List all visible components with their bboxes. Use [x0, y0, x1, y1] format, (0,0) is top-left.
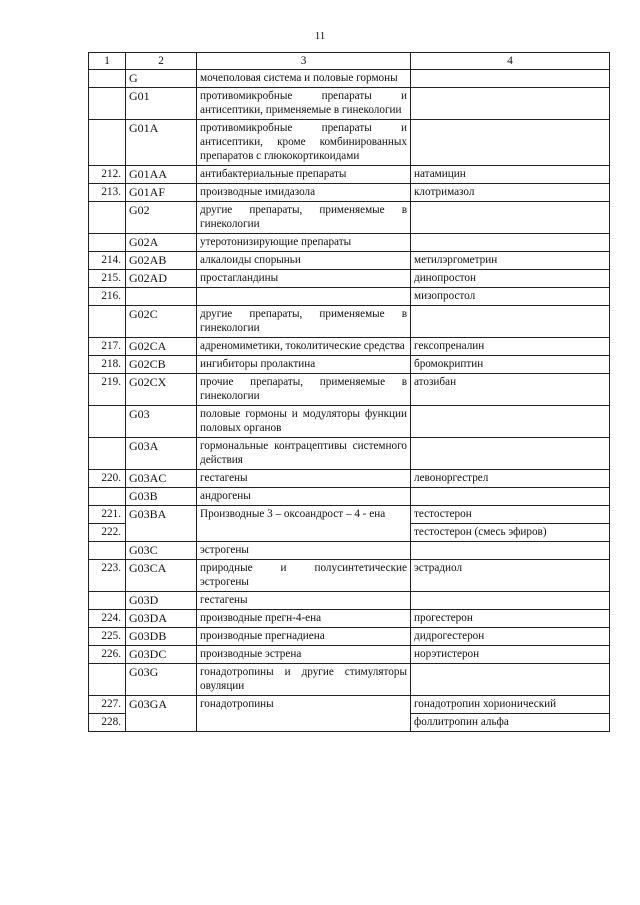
- drug-name: [411, 542, 610, 560]
- row-number: [89, 70, 126, 88]
- table-row: [89, 288, 610, 306]
- table-row: [89, 306, 610, 338]
- page-number: 11: [314, 30, 326, 42]
- group-description: производные эстрена: [197, 646, 411, 664]
- atc-code: G03B: [126, 488, 197, 506]
- group-description: адреномиметики, токолитические средства: [197, 338, 411, 356]
- table-row: [89, 166, 610, 184]
- table-row: [89, 560, 610, 592]
- table-row: [89, 592, 610, 610]
- row-number: 219.: [89, 374, 126, 406]
- atc-code: G03DA: [126, 610, 197, 628]
- group-description: половые гормоны и модуляторы функции половых органов: [197, 406, 411, 438]
- table-row: [89, 234, 610, 252]
- drug-name: [411, 88, 610, 120]
- drug-name: метилэргометрин: [411, 252, 610, 270]
- atc-code: G02CB: [126, 356, 197, 374]
- row-number: 221.: [89, 506, 126, 524]
- row-number: 227.: [89, 696, 126, 714]
- drug-name: [411, 202, 610, 234]
- drug-name: эстрадиол: [411, 560, 610, 592]
- drug-name: [411, 488, 610, 506]
- row-number: [89, 542, 126, 560]
- row-number: 225.: [89, 628, 126, 646]
- group-description: антибактериальные препараты: [197, 166, 411, 184]
- drug-name: норэтистерон: [411, 646, 610, 664]
- drug-name: динопростон: [411, 270, 610, 288]
- drug-name: гонадотропин хорионический: [411, 696, 610, 714]
- table-body-merged-group: [89, 506, 610, 542]
- row-number: [89, 202, 126, 234]
- table-body-final-group: [89, 696, 610, 732]
- drug-name: левоноргестрел: [411, 470, 610, 488]
- atc-code: G: [126, 70, 197, 88]
- atc-code: G03BA: [126, 506, 197, 542]
- group-description: мочеполовая система и половые гормоны: [197, 70, 411, 88]
- row-number: 217.: [89, 338, 126, 356]
- row-number: [89, 234, 126, 252]
- group-description: производные имидазола: [197, 184, 411, 202]
- table-row: [89, 664, 610, 696]
- table-row: [89, 470, 610, 488]
- table-row: [89, 356, 610, 374]
- group-description: Производные 3 – оксоандрост – 4 - ена: [197, 506, 411, 542]
- row-number: [89, 664, 126, 696]
- group-description: гормональные контрацептивы системного действия: [197, 438, 411, 470]
- table-row: [89, 338, 610, 356]
- table-row: [89, 628, 610, 646]
- drug-name: тестостерон (смесь эфиров): [411, 524, 610, 542]
- table-row: [89, 646, 610, 664]
- row-number: [89, 306, 126, 338]
- row-number: 215.: [89, 270, 126, 288]
- row-number: 212.: [89, 166, 126, 184]
- row-number: 223.: [89, 560, 126, 592]
- table-row: [89, 70, 610, 88]
- drug-name: гексопреналин: [411, 338, 610, 356]
- atc-code: G03DB: [126, 628, 197, 646]
- atc-code: G02CX: [126, 374, 197, 406]
- atc-code: G03A: [126, 438, 197, 470]
- atc-code: G03DC: [126, 646, 197, 664]
- table-row: [89, 438, 610, 470]
- group-description: другие препараты, применяемые в гинекологии: [197, 202, 411, 234]
- group-description: гестагены: [197, 592, 411, 610]
- atc-classification-table: [88, 52, 610, 732]
- row-number: 214.: [89, 252, 126, 270]
- atc-code: G02AB: [126, 252, 197, 270]
- drug-name: бромокриптин: [411, 356, 610, 374]
- atc-code: G02A: [126, 234, 197, 252]
- group-description: [197, 288, 411, 306]
- group-description: другие препараты, применяемые в гинекологии: [197, 306, 411, 338]
- atc-code: G03D: [126, 592, 197, 610]
- drug-name: мизопростол: [411, 288, 610, 306]
- drug-name: натамицин: [411, 166, 610, 184]
- group-description: простагландины: [197, 270, 411, 288]
- row-number: [89, 592, 126, 610]
- atc-code: G01A: [126, 120, 197, 166]
- group-description: утеротонизирующие препараты: [197, 234, 411, 252]
- atc-code: G02: [126, 202, 197, 234]
- drug-name: клотримазол: [411, 184, 610, 202]
- group-description: противомикробные препараты и антисептики, применяемые в гинекологии: [197, 88, 411, 120]
- table-header-row: [89, 53, 610, 70]
- drug-name: [411, 120, 610, 166]
- table-row: [89, 184, 610, 202]
- row-number: 218.: [89, 356, 126, 374]
- group-description: андрогены: [197, 488, 411, 506]
- group-description: прочие препараты, применяемые в гинекологии: [197, 374, 411, 406]
- table-row: [89, 610, 610, 628]
- table-row: [89, 120, 610, 166]
- row-number: 220.: [89, 470, 126, 488]
- atc-code: G03G: [126, 664, 197, 696]
- row-number: 224.: [89, 610, 126, 628]
- row-number: 222.: [89, 524, 126, 542]
- table-row: [89, 542, 610, 560]
- table-row: [89, 88, 610, 120]
- row-number: [89, 88, 126, 120]
- row-number: 226.: [89, 646, 126, 664]
- row-number: [89, 120, 126, 166]
- drug-name: фоллитропин альфа: [411, 714, 610, 732]
- group-description: ингибиторы пролактина: [197, 356, 411, 374]
- group-description: гонадотропины и другие стимуляторы овуляции: [197, 664, 411, 696]
- drug-name: [411, 592, 610, 610]
- drug-name: атозибан: [411, 374, 610, 406]
- atc-code: G01: [126, 88, 197, 120]
- atc-code: G01AF: [126, 184, 197, 202]
- table-row: [89, 506, 610, 524]
- table-row: [89, 696, 610, 714]
- atc-code: G01AA: [126, 166, 197, 184]
- atc-code: G03: [126, 406, 197, 438]
- drug-name: прогестерон: [411, 610, 610, 628]
- atc-code: G03GA: [126, 696, 197, 732]
- group-description: гестагены: [197, 470, 411, 488]
- atc-code: [126, 288, 197, 306]
- atc-code: G02C: [126, 306, 197, 338]
- group-description: гонадотропины: [197, 696, 411, 732]
- drug-name: [411, 70, 610, 88]
- table-row: [89, 488, 610, 506]
- header-col-2: 2: [126, 53, 197, 70]
- drug-name: [411, 406, 610, 438]
- group-description: производные прегн-4-ена: [197, 610, 411, 628]
- group-description: производные прегнадиена: [197, 628, 411, 646]
- table-row: [89, 406, 610, 438]
- atc-code: G03AC: [126, 470, 197, 488]
- header-col-1: 1: [89, 53, 126, 70]
- row-number: [89, 438, 126, 470]
- group-description: природные и полусинтетические эстрогены: [197, 560, 411, 592]
- row-number: 216.: [89, 288, 126, 306]
- drug-name: [411, 306, 610, 338]
- atc-code: G02AD: [126, 270, 197, 288]
- table-row: [89, 374, 610, 406]
- table-body-continued: [89, 542, 610, 696]
- drug-name: дидрогестерон: [411, 628, 610, 646]
- group-description: алкалоиды спорыньи: [197, 252, 411, 270]
- group-description: противомикробные препараты и антисептики, кроме комбинированных препаратов с глюкокортикоидами: [197, 120, 411, 166]
- drug-name: [411, 438, 610, 470]
- atc-code: G03C: [126, 542, 197, 560]
- drug-name: [411, 664, 610, 696]
- table-body: [89, 70, 610, 506]
- table-row: [89, 270, 610, 288]
- drug-name: тестостерон: [411, 506, 610, 524]
- atc-code: G03CA: [126, 560, 197, 592]
- row-number: 228.: [89, 714, 126, 732]
- row-number: 213.: [89, 184, 126, 202]
- drug-name: [411, 234, 610, 252]
- row-number: [89, 488, 126, 506]
- atc-code: G02CA: [126, 338, 197, 356]
- group-description: эстрогены: [197, 542, 411, 560]
- header-col-4: 4: [411, 53, 610, 70]
- header-col-3: 3: [197, 53, 411, 70]
- row-number: [89, 406, 126, 438]
- table-row: [89, 202, 610, 234]
- table-row: [89, 252, 610, 270]
